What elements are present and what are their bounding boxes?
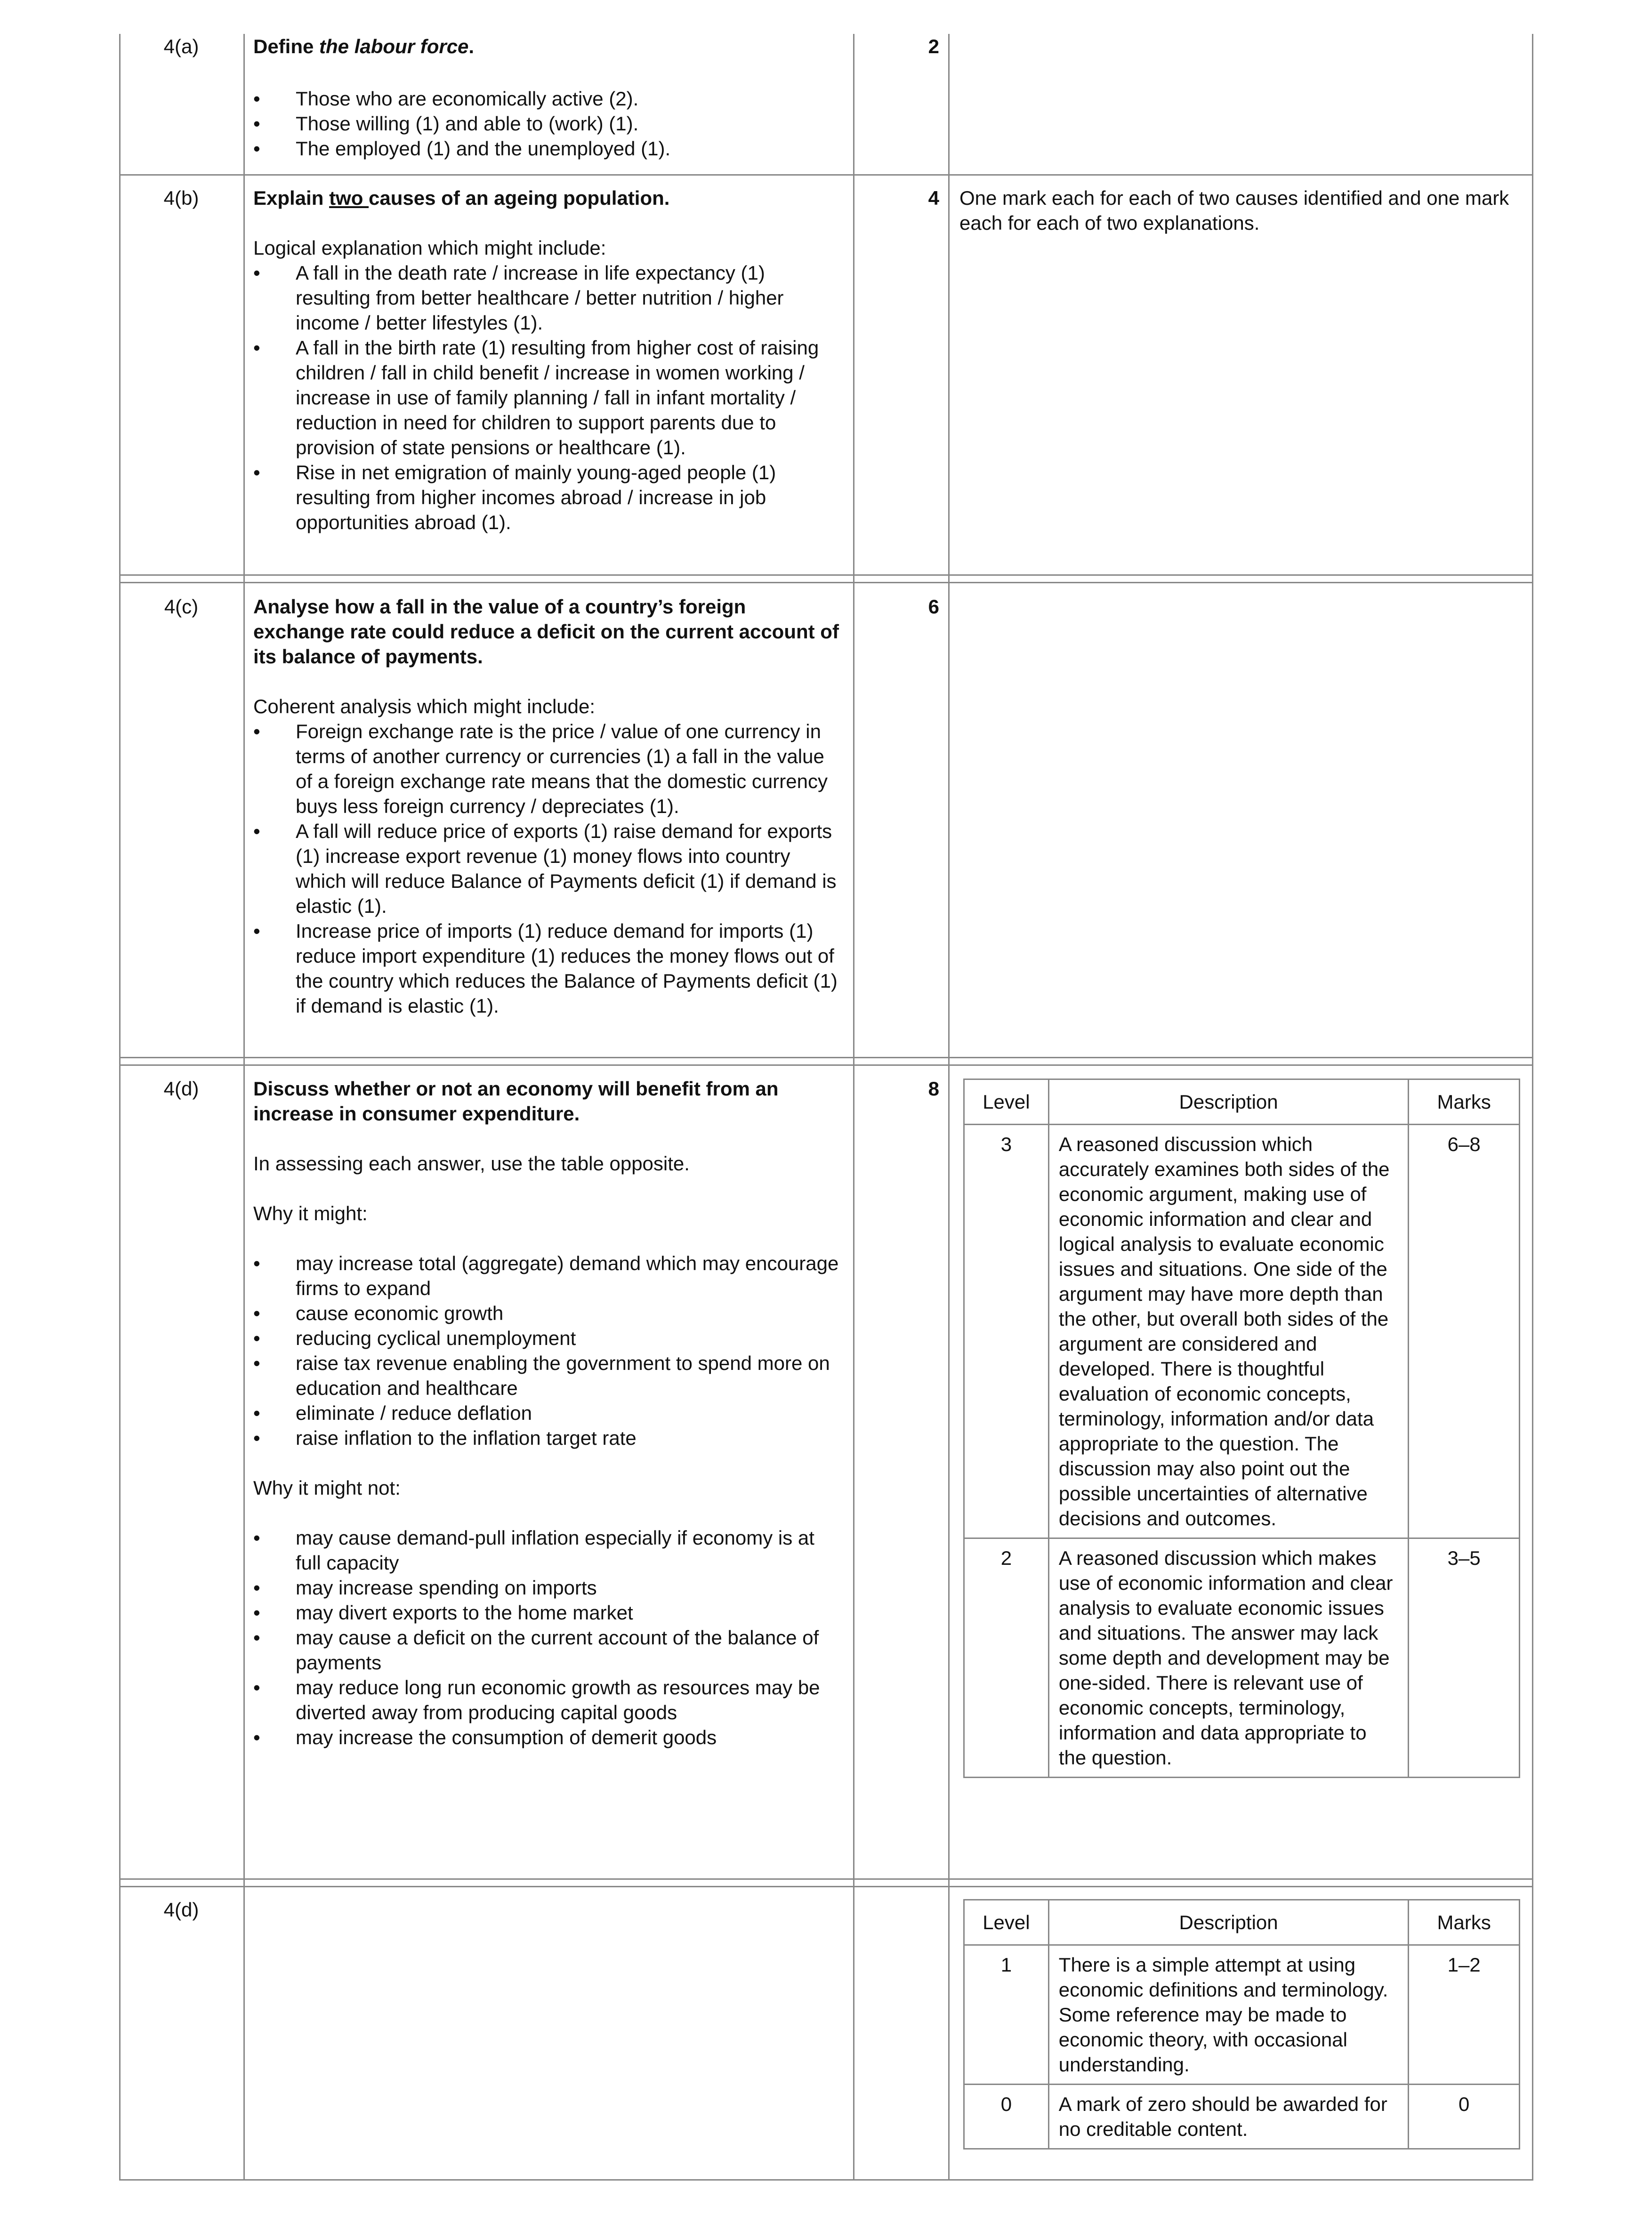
marks-value: 2 xyxy=(928,35,939,57)
why-might-heading: Why it might: xyxy=(253,1202,368,1224)
answer-intro: Coherent analysis which might include: xyxy=(253,695,596,717)
question-id: 4(c) xyxy=(164,596,199,618)
question-cell xyxy=(253,185,842,535)
list-item: • raise inflation to the inflation target rate xyxy=(253,1425,842,1450)
why-might-not-heading: Why it might not: xyxy=(253,1477,401,1499)
list-item: • A fall will reduce price of exports (1) raise demand for exports (1) increase export revenue (1) money flows into country which will reduce Balance of Payments deficit (1) if demand is elastic (1). xyxy=(253,819,842,918)
table-row xyxy=(964,2085,1520,2149)
list-item: • reducing cyclical unemployment xyxy=(253,1326,842,1351)
list-item: • Those who are economically active (2). xyxy=(253,86,842,111)
why-might-not-list xyxy=(253,1525,842,1750)
list-item: • A fall in the death rate / increase in life expectancy (1) resulting from better healthcare / better nutrition / higher income / better lifestyles (1). xyxy=(253,260,842,335)
list-item: • eliminate / reduce deflation xyxy=(253,1401,842,1425)
level-marks: 0 xyxy=(1409,2085,1520,2149)
question-cell xyxy=(253,34,842,161)
list-item: • A fall in the birth rate (1) resulting from higher cost of raising children / fall in child benefit / increase in women working / increase in use of family planning / fall in infant mortality / reduction in need for children to support parents due to provision of state pensions or healthcare (1). xyxy=(253,335,842,460)
list-item: • may cause demand-pull inflation especially if economy is at full capacity xyxy=(253,1525,842,1575)
list-item: • may reduce long run economic growth as resources may be diverted away from producing capital goods xyxy=(253,1675,842,1725)
question-id: 4(d) xyxy=(163,1899,199,1921)
question-id: 4(a) xyxy=(163,35,199,57)
level-descriptor-table xyxy=(963,1899,1520,2150)
answer-bullets xyxy=(253,719,842,1018)
level-marks: 6–8 xyxy=(1409,1125,1520,1538)
level-marks: 1–2 xyxy=(1409,1945,1520,2085)
marks-value: 8 xyxy=(928,1078,939,1100)
level-number: 2 xyxy=(964,1538,1049,1778)
list-item: • Foreign exchange rate is the price / value of one currency in terms of another currency or currencies (1) a fall in the value of a foreign exchange rate means that the domestic currency buys less foreign currency / depreciates (1). xyxy=(253,719,842,819)
table-row xyxy=(964,1125,1520,1538)
guidance-text: One mark each for each of two causes identified and one mark each for each of two explanations. xyxy=(959,187,1509,234)
list-item: • cause economic growth xyxy=(253,1301,842,1326)
list-item: • may cause a deficit on the current account of the balance of payments xyxy=(253,1625,842,1675)
level-number: 1 xyxy=(964,1945,1049,2085)
level-description: A mark of zero should be awarded for no creditable content. xyxy=(1048,2085,1409,2149)
column-header-description: Description xyxy=(1048,1079,1409,1125)
question-text: Define the labour force. xyxy=(253,35,475,57)
assess-instruction: In assessing each answer, use the table opposite. xyxy=(253,1152,690,1175)
list-item: • raise tax revenue enabling the government to spend more on education and healthcare xyxy=(253,1351,842,1401)
level-description: A reasoned discussion which accurately examines both sides of the economic argument, making use of economic information and clear and logical analysis to evaluate economic issues and situations. One side of the argument may have more depth than the other, but overall both sides of the argument are considered and developed. There is thoughtful evaluation of economic concepts, terminology, information and/or data appropriate to the question. The discussion may also point out the possible uncertainties of alternative decisions and outcomes. xyxy=(1048,1125,1409,1538)
list-item: • The employed (1) and the unemployed (1). xyxy=(253,136,842,161)
column-header-description: Description xyxy=(1048,1900,1409,1945)
level-number: 0 xyxy=(964,2085,1049,2149)
level-descriptor-table xyxy=(963,1079,1520,1778)
question-id: 4(b) xyxy=(163,187,199,209)
table-header-row xyxy=(964,1079,1520,1125)
question-cell xyxy=(253,594,842,1018)
why-might-list xyxy=(253,1251,842,1450)
question-id: 4(d) xyxy=(163,1078,199,1100)
column-header-level: Level xyxy=(964,1079,1049,1125)
column-header-marks: Marks xyxy=(1409,1900,1520,1945)
column-header-marks: Marks xyxy=(1409,1079,1520,1125)
answer-bullets xyxy=(253,260,842,535)
list-item: • may increase total (aggregate) demand which may encourage firms to expand xyxy=(253,1251,842,1301)
question-cell xyxy=(253,1076,842,1750)
level-marks: 3–5 xyxy=(1409,1538,1520,1778)
question-text: Analyse how a fall in the value of a country’s foreign exchange rate could reduce a deficit on the current account of its balance of payments. xyxy=(253,596,839,668)
table-header-row xyxy=(964,1900,1520,1945)
list-item: • Those willing (1) and able to (work) (1). xyxy=(253,111,842,136)
table-row xyxy=(964,1538,1520,1778)
list-item: • may increase the consumption of demerit goods xyxy=(253,1725,842,1750)
list-item: • may divert exports to the home market xyxy=(253,1600,842,1625)
level-description: There is a simple attempt at using economic definitions and terminology. Some reference may be made to economic theory, with occasional understanding. xyxy=(1048,1945,1409,2085)
list-item: • Rise in net emigration of mainly young-aged people (1) resulting from higher incomes abroad / increase in job opportunities abroad (1). xyxy=(253,460,842,535)
answer-bullets xyxy=(253,86,842,161)
list-item: • Increase price of imports (1) reduce demand for imports (1) reduce import expenditure (1) reduces the money flows out of the country which reduces the Balance of Payments deficit (1) if demand is elastic (1). xyxy=(253,918,842,1018)
marks-value: 6 xyxy=(928,596,939,618)
table-row xyxy=(964,1945,1520,2085)
level-description: A reasoned discussion which makes use of economic information and clear analysis to evaluate economic issues and situations. The answer may lack some depth and development may be one-sided. There is relevant use of economic concepts, terminology, information and data appropriate to the question. xyxy=(1048,1538,1409,1778)
answer-intro: Logical explanation which might include: xyxy=(253,237,606,259)
list-item: • may increase spending on imports xyxy=(253,1575,842,1600)
question-text: Explain two causes of an ageing population. xyxy=(253,187,670,209)
level-number: 3 xyxy=(964,1125,1049,1538)
question-text: Discuss whether or not an economy will benefit from an increase in consumer expenditure. xyxy=(253,1078,779,1125)
column-header-level: Level xyxy=(964,1900,1049,1945)
marks-value: 4 xyxy=(928,187,939,209)
